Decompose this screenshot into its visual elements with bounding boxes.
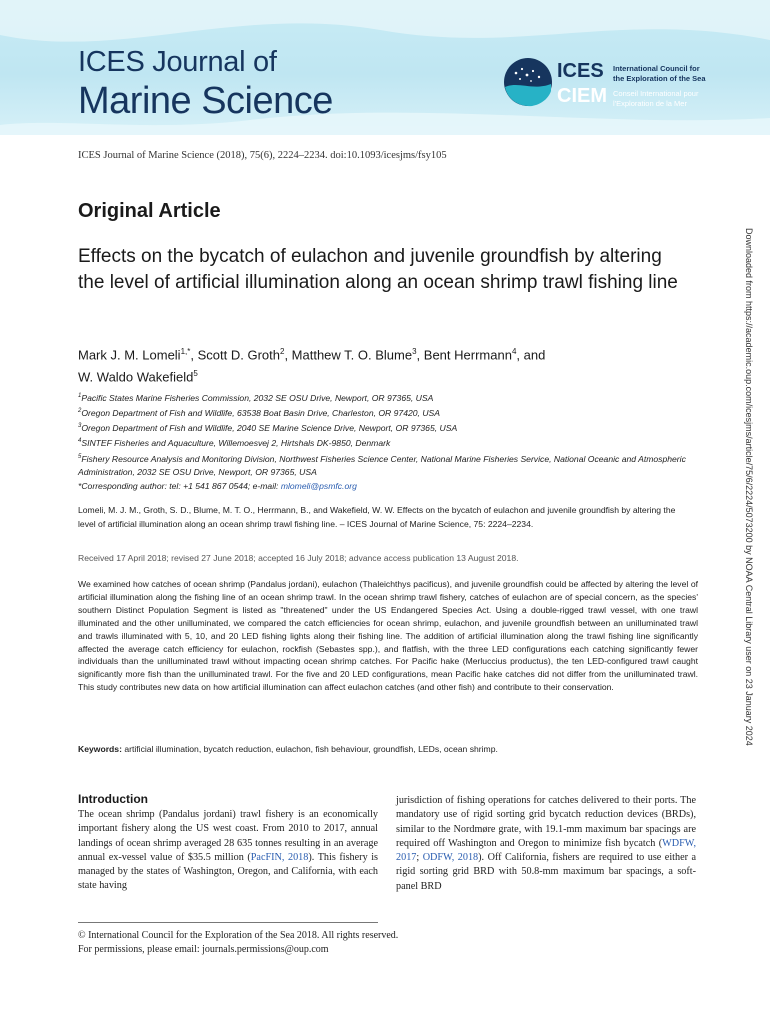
body-text: ). Off California, fishers are required to use either a rigid sorting grid BRD with 50.8-mm maximum bar spacings, a soft-panel BRD (396, 852, 696, 892)
author-name[interactable]: Scott D. Groth (197, 347, 280, 363)
author-separator: , and (516, 347, 546, 363)
author-name[interactable]: Bent Herrmann (423, 347, 512, 363)
affiliation-text: Fishery Resource Analysis and Monitoring Division, Northwest Fisheries Science Center, National Marine Fisheries Service, National Oceanic and Atmospheric Administration, 2032 SE OSU Drive, Newport, OR 97365, USA (78, 453, 686, 477)
author-list (78, 342, 678, 387)
article-title: Effects on the bycatch of eulachon and juvenile groundfish by altering the level of artificial illumination along an ocean shrimp trawl fishing line (78, 246, 678, 293)
body-text: jurisdiction of fishing operations for catches delivered to their ports. The mandatory use of rigid sorting grid bycatch reduction devices (BRDs), similar to the Nordmøre grate, with 19.1-mm maximum bar spacings are required off Washington and Oregon to minimize fish bycatch ( (396, 795, 696, 849)
affiliation-text: Oregon Department of Fish and Wildlife, 2040 SE Marine Science Drive, Newport, OR 97365, USA (81, 423, 458, 434)
keywords (78, 744, 498, 754)
affiliation-item (78, 405, 693, 420)
reference-link[interactable]: WDFW, 2017 (396, 837, 696, 864)
author-name[interactable]: Matthew T. O. Blume (291, 347, 413, 363)
journal-banner (0, 0, 770, 135)
abstract-text: We examined how catches of ocean shrimp (Pandalus jordani), eulachon (Thaleichthys pacificus), and juvenile groundfish could be affected by altering the level of artificial illumination along the fishing line of an ocean shrimp trawl. In the ocean shrimp trawl fishery, catches of eulachon are of special concern, as the species' southern Distinct Population Segment is listed as "threatened" under the US Endangered Species Act. Using a double-rigged trawl vessel, with one trawl illuminated and the other unilluminated, we compared the catch efficiencies for ocean shrimp, eulachon, and juvenile groundfish between an unilluminated trawl and trawls illuminated with 5, 10, and 20 LED fishing lights along their fishing line. The addition of artificial illumination along the trawl fishing line significantly affected the average catch efficiency for eulachon, rockfish (Sebastes spp.), and flatfish, with the three LED configurations each catching significantly fewer individuals than the unilluminated trawl without impacting ocean shrimp catches. For Pacific hake (Merluccius productus), the ten LED-configured trawl caught significantly more fish than the unilluminated trawl. For the five and 20 LED configurations, mean Pacific hake catches did not differ from the unilluminated trawl. This study contributes new data on how artificial illumination can affect eulachon catches (and other fish) and contribute to their conservation. (78, 579, 698, 693)
journal-name-line2: Marine Science (78, 80, 333, 122)
corresponding-author (78, 481, 357, 491)
affiliation-item (78, 435, 693, 450)
keywords-list: artificial illumination, bycatch reduction, eulachon, fish behaviour, groundfish, LEDs, ocean shrimp. (124, 744, 498, 754)
affiliation-number: 5 (78, 453, 82, 460)
author-name[interactable]: Mark J. M. Lomeli (78, 347, 181, 363)
section-heading-introduction: Introduction (78, 792, 148, 806)
affiliation-text: Oregon Department of Fish and Wildlife, 63538 Boat Basin Drive, Charleston, OR 97420, USA (81, 408, 440, 419)
org-name-fr-line1: Conseil International pour (613, 89, 699, 98)
journal-name-line1: ICES Journal of (78, 46, 277, 78)
author-affil-sup: 4 (511, 347, 517, 356)
org-name-en-line1: International Council for (613, 64, 700, 73)
corresponding-email-link[interactable]: mlomeli@psmfc.org (280, 481, 357, 491)
affiliation-text: Pacific States Marine Fisheries Commission, 2032 SE OSU Drive, Newport, OR 97365, USA (81, 392, 434, 403)
author-affil-sup: 3 (412, 347, 417, 356)
body-text: ). This fishery is managed by the states of Washington, Oregon, and California, with each state having (78, 851, 379, 892)
author-separator: , (416, 347, 424, 363)
author-affil-sup: 5 (193, 369, 198, 379)
affiliation-number: 2 (78, 408, 82, 415)
ciem-wordmark: CIEM (557, 85, 607, 107)
article-type: Original Article (78, 200, 221, 222)
reference-link[interactable]: PacFIN, 2018 (250, 851, 309, 863)
download-watermark-text: Downloaded from https://academic.oup.com/icesjms/article/75/6/2224/5073200 by NOAA Central Library user on 23 January 2024 (744, 228, 754, 746)
org-name-fr-line2: l'Exploration de la Mer (613, 99, 687, 108)
affiliation-list (78, 390, 693, 479)
copyright-notice (78, 929, 398, 957)
reference-link[interactable]: ODFW, 2018 (422, 852, 479, 864)
affiliation-number: 4 (78, 438, 82, 445)
body-text: ; (416, 852, 423, 864)
author-name[interactable]: W. Waldo Wakefield (78, 369, 194, 385)
publication-dates: Received 17 April 2018; revised 27 June 2018; accepted 16 July 2018; advance access publication 13 August 2018. (78, 553, 519, 563)
author-separator: , (284, 347, 292, 363)
keywords-label: Keywords: (78, 744, 122, 754)
org-name-en-line2: the Exploration of the Sea (613, 74, 706, 83)
affiliation-text: SINTEF Fisheries and Aquaculture, Willemoesvej 2, Hirtshals DK-9850, Denmark (81, 438, 391, 449)
footnote-divider (78, 922, 378, 923)
permissions-line: For permissions, please email: journals.permissions@oup.com (78, 944, 329, 955)
affiliation-number: 3 (78, 423, 82, 430)
journal-citation: ICES Journal of Marine Science (2018), 75(6), 2224–2234. doi:10.1093/icesjms/fsy105 (78, 150, 447, 161)
affiliation-item (78, 420, 693, 435)
body-column-right (396, 794, 696, 894)
copyright-line: © International Council for the Exploration of the Sea 2018. All rights reserved. (78, 930, 399, 941)
affiliation-item (78, 451, 693, 479)
body-column-left (78, 808, 378, 894)
ices-logo-icon (503, 57, 553, 107)
affiliation-number: 1 (78, 393, 82, 399)
author-affil-sup: 1,* (180, 347, 191, 356)
author-separator: , (190, 347, 198, 363)
how-to-cite: Lomeli, M. J. M., Groth, S. D., Blume, M. T. O., Herrmann, B., and Wakefield, W. W. Effects on the bycatch of eulachon and juvenile groundfish by altering the level of artificial illumination along an ocean shrimp trawl fishing line. – ICES Journal of Marine Science, 75: 2224–2234. (78, 505, 676, 529)
author-affil-sup: 2 (279, 347, 285, 356)
affiliation-item (78, 390, 693, 405)
corresponding-author-label: *Corresponding author: tel: +1 541 867 0544; e-mail: (78, 481, 281, 491)
body-text: The ocean shrimp (Pandalus jordani) trawl fishery is an economically important fishery along the US west coast. From 2010 to 2017, annual landings of ocean shrimp averaged 28 635 tonnes resulting in an average annual ex-vessel value of $35.5 million ( (78, 809, 378, 863)
ices-wordmark: ICES (557, 60, 604, 82)
download-watermark (742, 228, 754, 810)
